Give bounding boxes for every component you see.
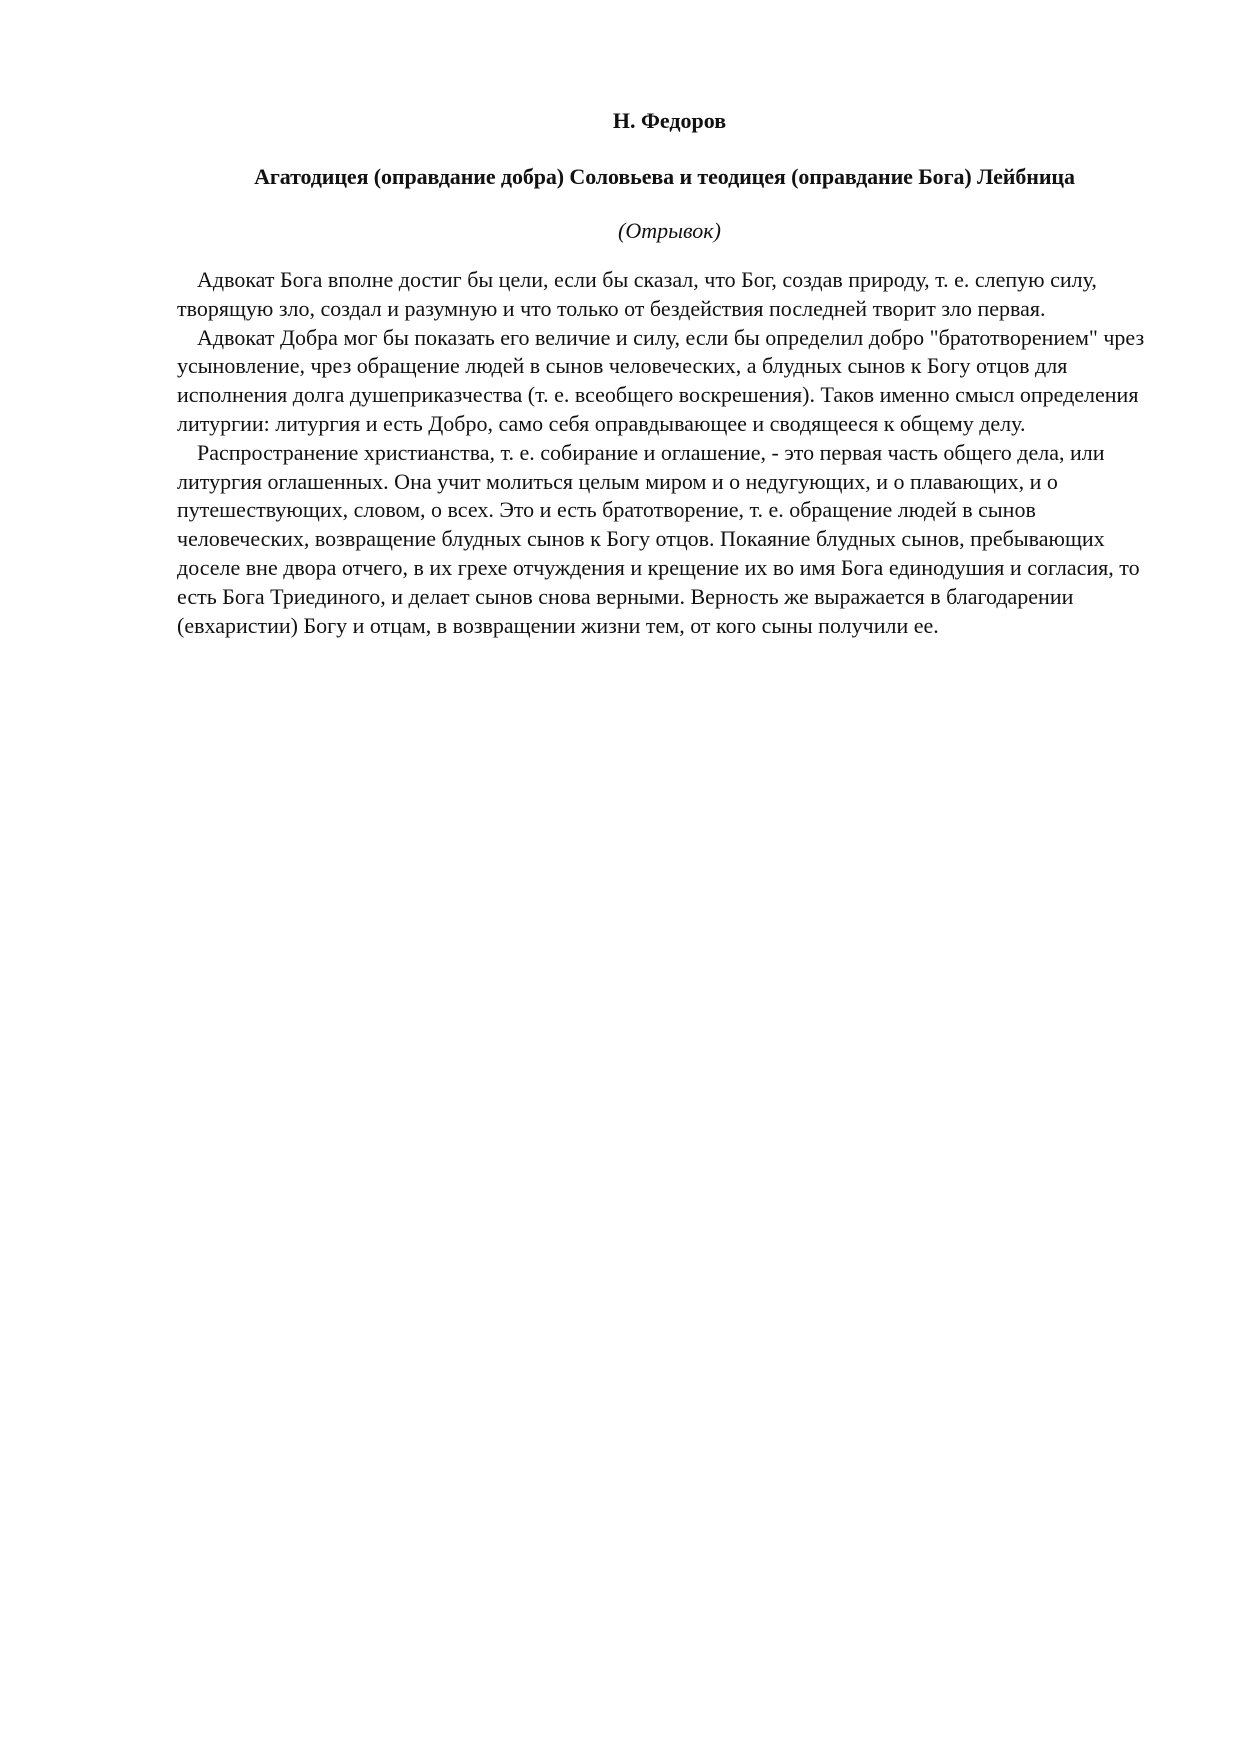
paragraph: Распространение христианства, т. е. собирание и оглашение, - это первая часть общего дела, или литургия оглашенных. Она учит молиться целым миром и о недугующих, и о плавающих, и о путешествующих, словом, о всех. Это и есть братотворение, т. е. обращение людей в сынов человеческих, возвращение блудных сынов к Богу отцов. Покаяние блудных сынов, пребывающих доселе вне двора отчего, в их грехе отчуждения и крещение их во имя Бога единодушия и согласия, то есть Бога Триединого, и делает сынов снова верными. Верность же выражается в благодарении (евхаристии) Богу и отцам, в возвращении жизни тем, от кого сыны получили ее. [177,439,1140,638]
document-page [177,106,1152,640]
document-body [177,266,1152,640]
document-subtitle: (Отрывок) [618,218,721,243]
paragraph: Адвокат Добра мог бы показать его величие и силу, если бы определил добро "братотворением" чрез усыновление, чрез обращение людей в сынов человеческих, а блудных сынов к Богу отцов для исполнения долга душеприказчества (т. е. всеобщего воскрешения). Таков именно смысл определения литургии: литургия и есть Добро, само себя оправдывающее и сводящееся к общему делу. [177,324,1145,436]
paragraph: Адвокат Бога вполне достиг бы цели, если бы сказал, что Бог, создав природу, т. е. слепую силу, творящую зло, создал и разумную и что только от бездействия последней творит зло первая. [177,267,1097,321]
document-title: Агатодицея (оправдание добра) Соловьева и теодицея (оправдание Бога) Лейбница [254,164,1075,189]
author-name: Н. Федоров [612,108,727,133]
